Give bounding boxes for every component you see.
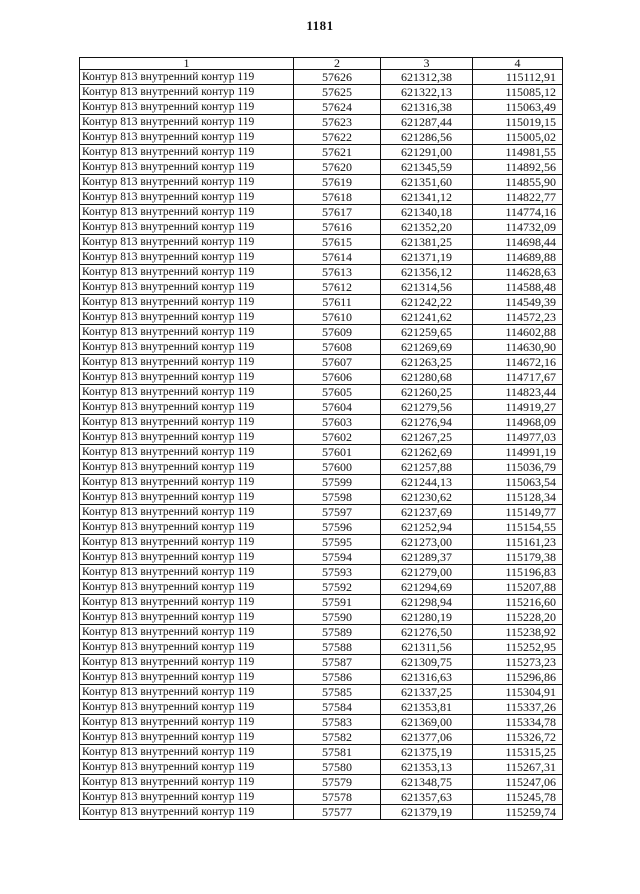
coord-y-cell: 114822,77 bbox=[473, 190, 563, 205]
point-number-cell: 57613 bbox=[294, 265, 381, 280]
contour-name-cell: Контур 813 внутренний контур 119 bbox=[80, 520, 294, 535]
coord-x-cell: 621337,25 bbox=[381, 685, 473, 700]
table-row bbox=[80, 265, 563, 280]
contour-name-cell: Контур 813 внутренний контур 119 bbox=[80, 460, 294, 475]
contour-name-cell: Контур 813 внутренний контур 119 bbox=[80, 790, 294, 805]
point-number-cell: 57626 bbox=[294, 70, 381, 85]
point-number-cell: 57608 bbox=[294, 340, 381, 355]
table-row bbox=[80, 805, 563, 820]
point-number-cell: 57594 bbox=[294, 550, 381, 565]
coord-x-cell: 621312,38 bbox=[381, 70, 473, 85]
coord-y-cell: 114774,16 bbox=[473, 205, 563, 220]
coord-y-cell: 115005,02 bbox=[473, 130, 563, 145]
table-row bbox=[80, 370, 563, 385]
point-number-cell: 57624 bbox=[294, 100, 381, 115]
coord-y-cell: 115245,78 bbox=[473, 790, 563, 805]
contour-name-cell: Контур 813 внутренний контур 119 bbox=[80, 760, 294, 775]
contour-name-cell: Контур 813 внутренний контур 119 bbox=[80, 670, 294, 685]
coord-x-cell: 621263,25 bbox=[381, 355, 473, 370]
coord-x-cell: 621267,25 bbox=[381, 430, 473, 445]
table-row bbox=[80, 175, 563, 190]
contour-name-cell: Контур 813 внутренний контур 119 bbox=[80, 310, 294, 325]
coord-x-cell: 621353,13 bbox=[381, 760, 473, 775]
contour-name-cell: Контур 813 внутренний контур 119 bbox=[80, 730, 294, 745]
header-col-1: 1 bbox=[80, 58, 294, 70]
coord-x-cell: 621379,19 bbox=[381, 805, 473, 820]
point-number-cell: 57581 bbox=[294, 745, 381, 760]
table-row bbox=[80, 325, 563, 340]
table-row bbox=[80, 160, 563, 175]
page-number: 1181 bbox=[306, 18, 334, 33]
coord-x-cell: 621252,94 bbox=[381, 520, 473, 535]
coord-x-cell: 621286,56 bbox=[381, 130, 473, 145]
table-row bbox=[80, 385, 563, 400]
coord-y-cell: 114698,44 bbox=[473, 235, 563, 250]
coord-x-cell: 621279,00 bbox=[381, 565, 473, 580]
contour-name-cell: Контур 813 внутренний контур 119 bbox=[80, 775, 294, 790]
contour-name-cell: Контур 813 внутренний контур 119 bbox=[80, 685, 294, 700]
table-row bbox=[80, 205, 563, 220]
coord-x-cell: 621377,06 bbox=[381, 730, 473, 745]
contour-name-cell: Контур 813 внутренний контур 119 bbox=[80, 805, 294, 820]
contour-name-cell: Контур 813 внутренний контур 119 bbox=[80, 250, 294, 265]
coord-x-cell: 621381,25 bbox=[381, 235, 473, 250]
coord-x-cell: 621353,81 bbox=[381, 700, 473, 715]
point-number-cell: 57623 bbox=[294, 115, 381, 130]
table-row bbox=[80, 550, 563, 565]
contour-name-cell: Контур 813 внутренний контур 119 bbox=[80, 85, 294, 100]
table-row bbox=[80, 790, 563, 805]
contour-name-cell: Контур 813 внутренний контур 119 bbox=[80, 400, 294, 415]
table-row bbox=[80, 85, 563, 100]
table-row bbox=[80, 190, 563, 205]
contour-name-cell: Контур 813 внутренний контур 119 bbox=[80, 640, 294, 655]
coord-x-cell: 621345,59 bbox=[381, 160, 473, 175]
coord-x-cell: 621348,75 bbox=[381, 775, 473, 790]
coord-x-cell: 621280,19 bbox=[381, 610, 473, 625]
coord-y-cell: 115207,88 bbox=[473, 580, 563, 595]
contour-name-cell: Контур 813 внутренний контур 119 bbox=[80, 205, 294, 220]
contour-name-cell: Контур 813 внутренний контур 119 bbox=[80, 565, 294, 580]
table-row bbox=[80, 280, 563, 295]
coord-x-cell: 621341,12 bbox=[381, 190, 473, 205]
coord-x-cell: 621375,19 bbox=[381, 745, 473, 760]
contour-name-cell: Контур 813 внутренний контур 119 bbox=[80, 235, 294, 250]
contour-name-cell: Контур 813 внутренний контур 119 bbox=[80, 700, 294, 715]
coord-x-cell: 621294,69 bbox=[381, 580, 473, 595]
coord-x-cell: 621351,60 bbox=[381, 175, 473, 190]
coord-y-cell: 114991,19 bbox=[473, 445, 563, 460]
table-row bbox=[80, 430, 563, 445]
table-row bbox=[80, 655, 563, 670]
coord-x-cell: 621287,44 bbox=[381, 115, 473, 130]
coord-y-cell: 114892,56 bbox=[473, 160, 563, 175]
table-row bbox=[80, 445, 563, 460]
coord-y-cell: 115296,86 bbox=[473, 670, 563, 685]
table-row bbox=[80, 640, 563, 655]
coord-x-cell: 621260,25 bbox=[381, 385, 473, 400]
coord-y-cell: 115154,55 bbox=[473, 520, 563, 535]
coord-y-cell: 115228,20 bbox=[473, 610, 563, 625]
point-number-cell: 57595 bbox=[294, 535, 381, 550]
contour-name-cell: Контур 813 внутренний контур 119 bbox=[80, 385, 294, 400]
contour-name-cell: Контур 813 внутренний контур 119 bbox=[80, 70, 294, 85]
contour-name-cell: Контур 813 внутренний контур 119 bbox=[80, 580, 294, 595]
table-row bbox=[80, 505, 563, 520]
table-row bbox=[80, 115, 563, 130]
coord-y-cell: 115179,38 bbox=[473, 550, 563, 565]
contour-name-cell: Контур 813 внутренний контур 119 bbox=[80, 745, 294, 760]
coord-y-cell: 115315,25 bbox=[473, 745, 563, 760]
point-number-cell: 57583 bbox=[294, 715, 381, 730]
header-row bbox=[80, 58, 563, 70]
table-row bbox=[80, 715, 563, 730]
coord-y-cell: 115259,74 bbox=[473, 805, 563, 820]
coord-y-cell: 115267,31 bbox=[473, 760, 563, 775]
contour-name-cell: Контур 813 внутренний контур 119 bbox=[80, 220, 294, 235]
point-number-cell: 57601 bbox=[294, 445, 381, 460]
coord-x-cell: 621276,94 bbox=[381, 415, 473, 430]
coord-y-cell: 115304,91 bbox=[473, 685, 563, 700]
contour-name-cell: Контур 813 внутренний контур 119 bbox=[80, 625, 294, 640]
coord-x-cell: 621276,50 bbox=[381, 625, 473, 640]
coord-y-cell: 114968,09 bbox=[473, 415, 563, 430]
header-col-4: 4 bbox=[473, 58, 563, 70]
coord-x-cell: 621340,18 bbox=[381, 205, 473, 220]
table-row bbox=[80, 490, 563, 505]
coord-y-cell: 114689,88 bbox=[473, 250, 563, 265]
point-number-cell: 57604 bbox=[294, 400, 381, 415]
table-row bbox=[80, 295, 563, 310]
contour-name-cell: Контур 813 внутренний контур 119 bbox=[80, 160, 294, 175]
coord-y-cell: 115252,95 bbox=[473, 640, 563, 655]
point-number-cell: 57620 bbox=[294, 160, 381, 175]
point-number-cell: 57598 bbox=[294, 490, 381, 505]
contour-name-cell: Контур 813 внутренний контур 119 bbox=[80, 445, 294, 460]
coord-x-cell: 621242,22 bbox=[381, 295, 473, 310]
point-number-cell: 57586 bbox=[294, 670, 381, 685]
point-number-cell: 57605 bbox=[294, 385, 381, 400]
table-row bbox=[80, 610, 563, 625]
contour-name-cell: Контур 813 внутренний контур 119 bbox=[80, 550, 294, 565]
coord-x-cell: 621357,63 bbox=[381, 790, 473, 805]
table-row bbox=[80, 730, 563, 745]
contour-name-cell: Контур 813 внутренний контур 119 bbox=[80, 715, 294, 730]
table-row bbox=[80, 415, 563, 430]
coord-y-cell: 114981,55 bbox=[473, 145, 563, 160]
table-row bbox=[80, 535, 563, 550]
contour-name-cell: Контур 813 внутренний контур 119 bbox=[80, 535, 294, 550]
point-number-cell: 57619 bbox=[294, 175, 381, 190]
point-number-cell: 57580 bbox=[294, 760, 381, 775]
table-row bbox=[80, 670, 563, 685]
contour-name-cell: Контур 813 внутренний контур 119 bbox=[80, 130, 294, 145]
point-number-cell: 57622 bbox=[294, 130, 381, 145]
coord-x-cell: 621241,62 bbox=[381, 310, 473, 325]
coord-x-cell: 621352,20 bbox=[381, 220, 473, 235]
point-number-cell: 57590 bbox=[294, 610, 381, 625]
header-col-3: 3 bbox=[381, 58, 473, 70]
coord-y-cell: 115128,34 bbox=[473, 490, 563, 505]
point-number-cell: 57577 bbox=[294, 805, 381, 820]
coord-x-cell: 621291,00 bbox=[381, 145, 473, 160]
coord-y-cell: 114672,16 bbox=[473, 355, 563, 370]
coord-y-cell: 115337,26 bbox=[473, 700, 563, 715]
table-row bbox=[80, 310, 563, 325]
point-number-cell: 57593 bbox=[294, 565, 381, 580]
coord-y-cell: 115196,83 bbox=[473, 565, 563, 580]
coord-x-cell: 621311,56 bbox=[381, 640, 473, 655]
point-number-cell: 57584 bbox=[294, 700, 381, 715]
contour-name-cell: Контур 813 внутренний контур 119 bbox=[80, 340, 294, 355]
point-number-cell: 57582 bbox=[294, 730, 381, 745]
point-number-cell: 57579 bbox=[294, 775, 381, 790]
coord-x-cell: 621314,56 bbox=[381, 280, 473, 295]
table-row bbox=[80, 700, 563, 715]
table-row bbox=[80, 400, 563, 415]
point-number-cell: 57625 bbox=[294, 85, 381, 100]
table-row bbox=[80, 250, 563, 265]
table-row bbox=[80, 235, 563, 250]
coord-y-cell: 115019,15 bbox=[473, 115, 563, 130]
table-row bbox=[80, 130, 563, 145]
coord-x-cell: 621259,65 bbox=[381, 325, 473, 340]
point-number-cell: 57621 bbox=[294, 145, 381, 160]
coord-x-cell: 621371,19 bbox=[381, 250, 473, 265]
contour-name-cell: Контур 813 внутренний контур 119 bbox=[80, 145, 294, 160]
coord-x-cell: 621269,69 bbox=[381, 340, 473, 355]
contour-name-cell: Контур 813 внутренний контур 119 bbox=[80, 325, 294, 340]
coord-x-cell: 621279,56 bbox=[381, 400, 473, 415]
point-number-cell: 57614 bbox=[294, 250, 381, 265]
coord-x-cell: 621230,62 bbox=[381, 490, 473, 505]
table-row bbox=[80, 100, 563, 115]
point-number-cell: 57615 bbox=[294, 235, 381, 250]
point-number-cell: 57616 bbox=[294, 220, 381, 235]
table-row bbox=[80, 760, 563, 775]
point-number-cell: 57587 bbox=[294, 655, 381, 670]
point-number-cell: 57589 bbox=[294, 625, 381, 640]
coord-y-cell: 115112,91 bbox=[473, 70, 563, 85]
table-header bbox=[80, 58, 563, 70]
header-col-2: 2 bbox=[294, 58, 381, 70]
contour-name-cell: Контур 813 внутренний контур 119 bbox=[80, 430, 294, 445]
table-row bbox=[80, 460, 563, 475]
table-row bbox=[80, 685, 563, 700]
coord-y-cell: 115334,78 bbox=[473, 715, 563, 730]
coord-y-cell: 115247,06 bbox=[473, 775, 563, 790]
coord-x-cell: 621356,12 bbox=[381, 265, 473, 280]
table-row bbox=[80, 70, 563, 85]
coord-y-cell: 114628,63 bbox=[473, 265, 563, 280]
coord-x-cell: 621369,00 bbox=[381, 715, 473, 730]
coord-x-cell: 621237,69 bbox=[381, 505, 473, 520]
point-number-cell: 57591 bbox=[294, 595, 381, 610]
table-row bbox=[80, 340, 563, 355]
point-number-cell: 57588 bbox=[294, 640, 381, 655]
contour-name-cell: Контур 813 внутренний контур 119 bbox=[80, 595, 294, 610]
coord-x-cell: 621316,63 bbox=[381, 670, 473, 685]
point-number-cell: 57602 bbox=[294, 430, 381, 445]
contour-name-cell: Контур 813 внутренний контур 119 bbox=[80, 115, 294, 130]
coord-y-cell: 114823,44 bbox=[473, 385, 563, 400]
contour-name-cell: Контур 813 внутренний контур 119 bbox=[80, 610, 294, 625]
coord-y-cell: 114572,23 bbox=[473, 310, 563, 325]
table-row bbox=[80, 220, 563, 235]
point-number-cell: 57617 bbox=[294, 205, 381, 220]
coord-y-cell: 114977,03 bbox=[473, 430, 563, 445]
point-number-cell: 57606 bbox=[294, 370, 381, 385]
coord-y-cell: 115085,12 bbox=[473, 85, 563, 100]
table-row bbox=[80, 475, 563, 490]
point-number-cell: 57600 bbox=[294, 460, 381, 475]
coord-x-cell: 621322,13 bbox=[381, 85, 473, 100]
contour-name-cell: Контур 813 внутренний контур 119 bbox=[80, 280, 294, 295]
table-row bbox=[80, 595, 563, 610]
point-number-cell: 57592 bbox=[294, 580, 381, 595]
table-row bbox=[80, 520, 563, 535]
coord-y-cell: 115149,77 bbox=[473, 505, 563, 520]
coord-x-cell: 621257,88 bbox=[381, 460, 473, 475]
coord-y-cell: 115216,60 bbox=[473, 595, 563, 610]
coord-x-cell: 621280,68 bbox=[381, 370, 473, 385]
contour-name-cell: Контур 813 внутренний контур 119 bbox=[80, 190, 294, 205]
contour-name-cell: Контур 813 внутренний контур 119 bbox=[80, 370, 294, 385]
coordinates-table bbox=[79, 57, 563, 820]
coord-y-cell: 115161,23 bbox=[473, 535, 563, 550]
point-number-cell: 57607 bbox=[294, 355, 381, 370]
coord-y-cell: 114588,48 bbox=[473, 280, 563, 295]
coord-y-cell: 115063,54 bbox=[473, 475, 563, 490]
table-row bbox=[80, 775, 563, 790]
coord-y-cell: 114630,90 bbox=[473, 340, 563, 355]
coord-x-cell: 621309,75 bbox=[381, 655, 473, 670]
contour-name-cell: Контур 813 внутренний контур 119 bbox=[80, 505, 294, 520]
coord-y-cell: 114919,27 bbox=[473, 400, 563, 415]
contour-name-cell: Контур 813 внутренний контур 119 bbox=[80, 475, 294, 490]
coord-x-cell: 621316,38 bbox=[381, 100, 473, 115]
table-body bbox=[80, 70, 563, 820]
point-number-cell: 57618 bbox=[294, 190, 381, 205]
coord-x-cell: 621273,00 bbox=[381, 535, 473, 550]
point-number-cell: 57609 bbox=[294, 325, 381, 340]
point-number-cell: 57585 bbox=[294, 685, 381, 700]
contour-name-cell: Контур 813 внутренний контур 119 bbox=[80, 100, 294, 115]
table-row bbox=[80, 145, 563, 160]
coord-y-cell: 115326,72 bbox=[473, 730, 563, 745]
coord-x-cell: 621244,13 bbox=[381, 475, 473, 490]
table-row bbox=[80, 745, 563, 760]
coord-y-cell: 114732,09 bbox=[473, 220, 563, 235]
coord-x-cell: 621262,69 bbox=[381, 445, 473, 460]
coord-y-cell: 115238,92 bbox=[473, 625, 563, 640]
point-number-cell: 57596 bbox=[294, 520, 381, 535]
contour-name-cell: Контур 813 внутренний контур 119 bbox=[80, 655, 294, 670]
contour-name-cell: Контур 813 внутренний контур 119 bbox=[80, 265, 294, 280]
point-number-cell: 57578 bbox=[294, 790, 381, 805]
coord-y-cell: 115273,23 bbox=[473, 655, 563, 670]
table-row bbox=[80, 625, 563, 640]
contour-name-cell: Контур 813 внутренний контур 119 bbox=[80, 490, 294, 505]
table-row bbox=[80, 580, 563, 595]
point-number-cell: 57611 bbox=[294, 295, 381, 310]
coord-y-cell: 114602,88 bbox=[473, 325, 563, 340]
point-number-cell: 57610 bbox=[294, 310, 381, 325]
point-number-cell: 57597 bbox=[294, 505, 381, 520]
contour-name-cell: Контур 813 внутренний контур 119 bbox=[80, 415, 294, 430]
coord-y-cell: 114717,67 bbox=[473, 370, 563, 385]
coord-x-cell: 621289,37 bbox=[381, 550, 473, 565]
table-row bbox=[80, 565, 563, 580]
contour-name-cell: Контур 813 внутренний контур 119 bbox=[80, 355, 294, 370]
point-number-cell: 57599 bbox=[294, 475, 381, 490]
point-number-cell: 57612 bbox=[294, 280, 381, 295]
point-number-cell: 57603 bbox=[294, 415, 381, 430]
coord-y-cell: 114855,90 bbox=[473, 175, 563, 190]
contour-name-cell: Контур 813 внутренний контур 119 bbox=[80, 175, 294, 190]
coord-y-cell: 115063,49 bbox=[473, 100, 563, 115]
coord-y-cell: 115036,79 bbox=[473, 460, 563, 475]
contour-name-cell: Контур 813 внутренний контур 119 bbox=[80, 295, 294, 310]
table-row bbox=[80, 355, 563, 370]
coord-x-cell: 621298,94 bbox=[381, 595, 473, 610]
coord-y-cell: 114549,39 bbox=[473, 295, 563, 310]
